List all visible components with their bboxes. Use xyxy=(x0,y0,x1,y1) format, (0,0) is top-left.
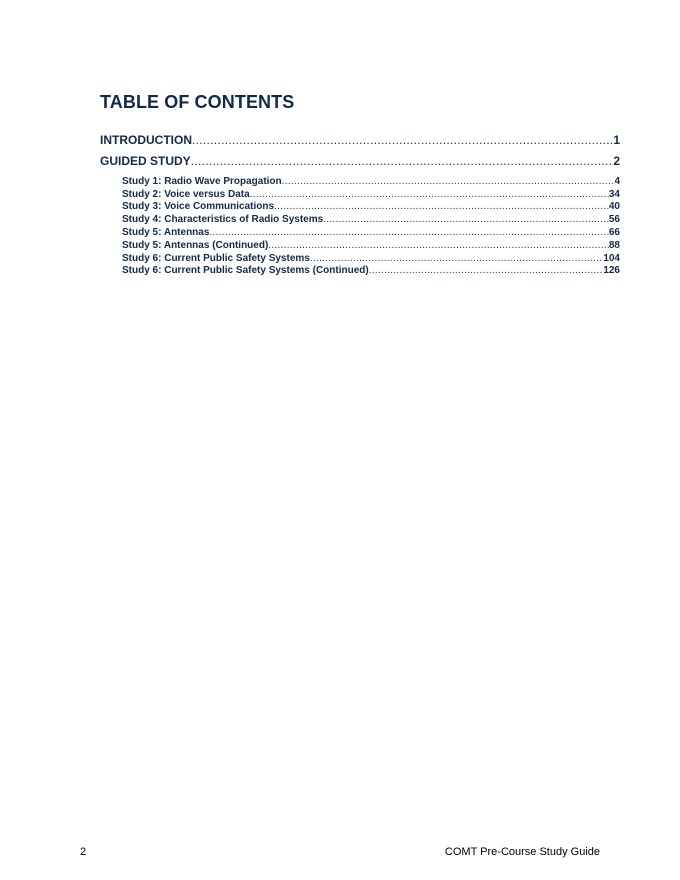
toc-study-label: Study 1: Radio Wave Propagation xyxy=(122,176,282,187)
toc-study-page-number: 126 xyxy=(603,265,620,276)
dot-leader xyxy=(268,239,609,252)
dot-leader xyxy=(282,175,615,188)
toc-study-label: Study 6: Current Public Safety Systems xyxy=(122,253,310,264)
dot-leader xyxy=(274,200,609,213)
toc-study-5-continued[interactable] xyxy=(122,239,620,252)
toc-study-label: Study 4: Characteristics of Radio Systems xyxy=(122,214,324,225)
toc-entry-guided-study[interactable] xyxy=(100,154,620,169)
toc-entry-introduction[interactable] xyxy=(100,133,620,148)
toc-entry-page-number: 2 xyxy=(613,154,620,168)
toc-study-page-number: 104 xyxy=(603,253,620,264)
toc-title: TABLE OF CONTENTS xyxy=(100,92,295,112)
toc-study-page-number: 4 xyxy=(614,176,620,187)
toc-study-5[interactable] xyxy=(122,226,620,239)
toc-study-4[interactable] xyxy=(122,213,620,226)
toc-study-3[interactable] xyxy=(122,200,620,213)
toc-study-page-number: 66 xyxy=(608,227,620,238)
toc-study-label: Study 5: Antennas xyxy=(122,227,210,238)
toc-study-label: Study 5: Antennas (Continued) xyxy=(122,240,269,251)
toc-entry-label: INTRODUCTION xyxy=(100,133,192,147)
toc-study-page-number: 34 xyxy=(608,189,620,200)
toc-study-label: Study 3: Voice Communications xyxy=(122,201,275,212)
dot-leader xyxy=(192,133,613,148)
toc-study-label: Study 6: Current Public Safety Systems (Continued) xyxy=(122,265,369,276)
toc-study-label: Study 2: Voice versus Data xyxy=(122,189,250,200)
dot-leader xyxy=(191,154,614,169)
footer-document-title: COMT Pre-Course Study Guide xyxy=(444,846,600,858)
toc-entry-label: GUIDED STUDY xyxy=(100,154,191,168)
toc-study-page-number: 88 xyxy=(608,240,620,251)
dot-leader xyxy=(323,213,609,226)
toc-study-page-number: 40 xyxy=(608,201,620,212)
toc-study-1[interactable] xyxy=(122,175,620,188)
toc-study-page-number: 56 xyxy=(608,214,620,225)
footer-page-number: 2 xyxy=(80,846,87,858)
toc-study-6-continued[interactable] xyxy=(122,264,620,277)
dot-leader xyxy=(369,264,604,277)
toc-entry-page-number: 1 xyxy=(613,133,620,147)
dot-leader xyxy=(209,226,608,239)
